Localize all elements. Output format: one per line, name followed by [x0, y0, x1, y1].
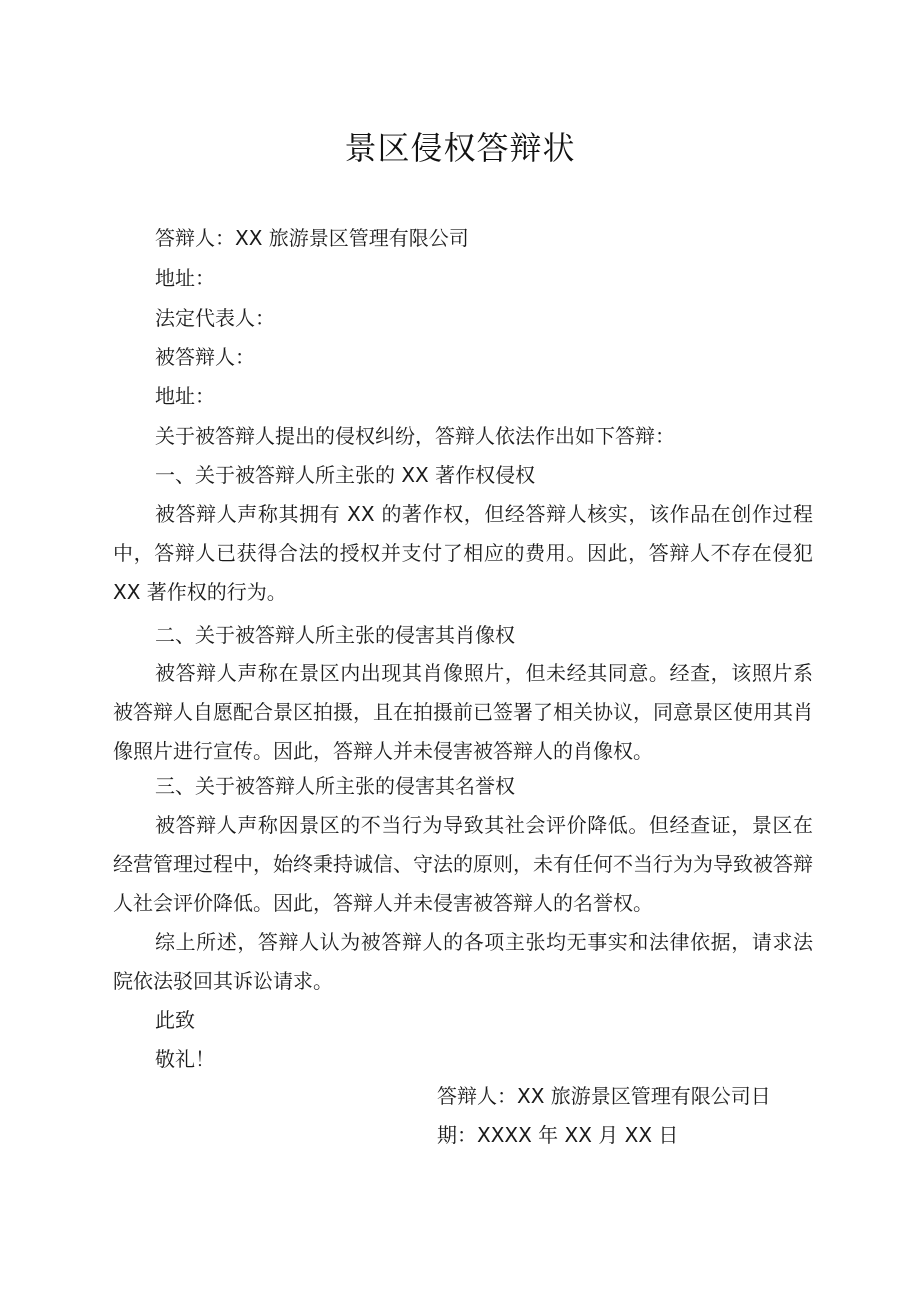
document-title: 景区侵权答辩状 — [344, 129, 576, 167]
conclusion-paragraph: 综上所述，答辩人认为被答辩人的各项主张均无事实和法律依据，请求法院依法驳回其诉讼请求。 — [113, 930, 813, 993]
intro-paragraph: 关于被答辩人提出的侵权纠纷，答辩人依法作出如下答辩： — [155, 424, 675, 448]
opposing-address-line: 地址： — [155, 384, 215, 408]
section-heading: 一、关于被答辩人所主张的 XX 著作权侵权 — [155, 463, 536, 487]
respondent-line: 答辩人：XX 旅游景区管理有限公司 — [155, 226, 469, 250]
section-body: 被答辩人声称在景区内出现其肖像照片，但未经其同意。经查，该照片系被答辩人自愿配合景区拍摄，且在拍摄前已签署了相关协议，同意景区使用其肖像照片进行宣传。因此，答辩人并未侵害被答辩人的肖像权。 — [113, 661, 813, 763]
section-body: 被答辩人声称因景区的不当行为导致其社会评价降低。但经查证，景区在经营管理过程中，始终秉持诚信、守法的原则，未有任何不当行为为导致被答辩人社会评价降低。因此，答辩人并未侵害被答辩人的名誉权。 — [113, 813, 813, 915]
section-body: 被答辩人声称其拥有 XX 的著作权，但经答辩人核实，该作品在创作过程中，答辩人已获得合法的授权并支付了相应的费用。因此，答辩人不存在侵犯 XX 著作权的行为。 — [113, 502, 813, 604]
closing-line: 此致 — [155, 1008, 195, 1032]
respondent-address-line: 地址： — [155, 266, 215, 290]
signature-block: 答辩人：XX 旅游景区管理有限公司日期：XXXX 年 XX 月 XX 日 — [437, 1084, 771, 1147]
section-heading: 二、关于被答辩人所主张的侵害其肖像权 — [155, 623, 515, 647]
opposing-party-line: 被答辩人： — [155, 345, 255, 369]
section-heading: 三、关于被答辩人所主张的侵害其名誉权 — [155, 774, 515, 798]
closing-salutation: 敬礼！ — [155, 1047, 215, 1071]
legal-representative-line: 法定代表人： — [155, 306, 275, 330]
